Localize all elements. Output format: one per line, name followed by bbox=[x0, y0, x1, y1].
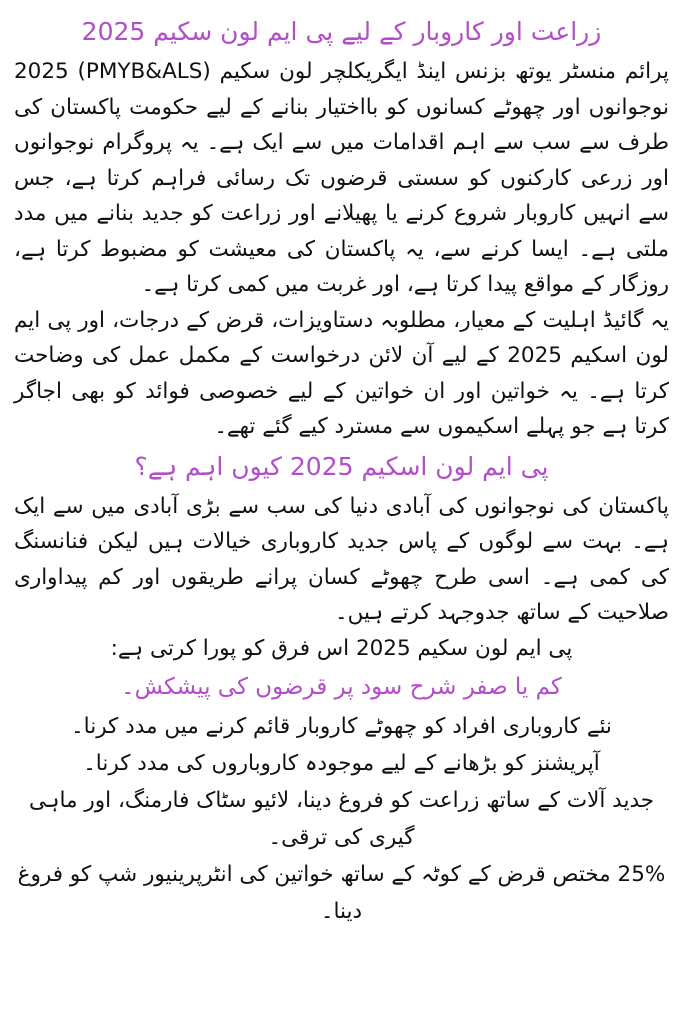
list-item: آپریشنز کو بڑھانے کے لیے موجودہ کاروباروں کی مدد کرنا۔ bbox=[83, 751, 600, 776]
sub-heading: کم یا صفر شرح سود پر قرضوں کی پیشکش۔ bbox=[121, 674, 562, 700]
section-heading: پی ایم لون اسکیم 2025 کیوں اہم ہے؟ bbox=[134, 451, 549, 481]
section-paragraph: پاکستان کی نوجوانوں کی آبادی دنیا کی سب سے بڑی آبادی میں سے ایک ہے۔ بہت سے لوگوں کے پاس جدید کاروباری خیالات ہیں لیکن فنانسنگ کی کمی ہے۔ اسی طرح چھوٹے کسان پرانے طریقوں اور کم پیداواری صلاحیت کے ساتھ جدوجہد کرتے ہیں۔ bbox=[14, 493, 669, 625]
article-title: زراعت اور کاروبار کے لیے پی ایم لون سکیم 2025 bbox=[81, 17, 602, 46]
list-item: جدید آلات کے ساتھ زراعت کو فروغ دینا، لائیو سٹاک فارمنگ، اور ماہی گیری کی ترقی۔ bbox=[28, 788, 655, 850]
section-lead: پی ایم لون سکیم 2025 اس فرق کو پورا کرتی ہے: bbox=[110, 635, 573, 661]
benefits-list bbox=[14, 708, 669, 930]
intro-paragraph-2: یہ گائیڈ اہلیت کے معیار، مطلوبہ دستاویزات، قرض کے درجات، اور پی ایم لون اسکیم 2025 کے لیے آن لائن درخواست کے مکمل عمل کی وضاحت کرتا ہے۔ یہ خواتین اور ان خواتین کے لیے خصوصی فوائد کو بھی اجاگر کرتا ہے جو پہلے اسکیموں سے مسترد کیے گئے تھے۔ bbox=[14, 307, 669, 439]
intro-paragraph-1: پرائم منسٹر یوتھ بزنس اینڈ ایگریکلچر لون سکیم (PMYB&ALS) 2025 نوجوانوں اور چھوٹے کسانوں کو بااختیار بنانے کے لیے حکومت پاکستان کی طرف سے سب سے اہم اقدامات میں سے ایک ہے۔ یہ پروگرام نوجوانوں اور زرعی کارکنوں کو سستی قرضوں تک رسائی فراہم کرتا ہے، جس سے انہیں کاروبار شروع کرنے یا پھیلانے اور زراعت کو جدید بنانے میں مدد ملتی ہے۔ ایسا کرنے سے، یہ پاکستان کی معیشت کو مضبوط کرتا ہے، روزگار کے مواقع پیدا کرتا ہے، اور غربت میں کمی کرتا ہے۔ bbox=[14, 59, 669, 297]
list-item: 25% مختص قرض کے کوٹہ کے ساتھ خواتین کی انٹرپرینیور شپ کو فروغ دینا۔ bbox=[17, 862, 666, 924]
list-item: نئے کاروباری افراد کو چھوٹے کاروبار قائم کرنے میں مدد کرنا۔ bbox=[71, 714, 612, 739]
